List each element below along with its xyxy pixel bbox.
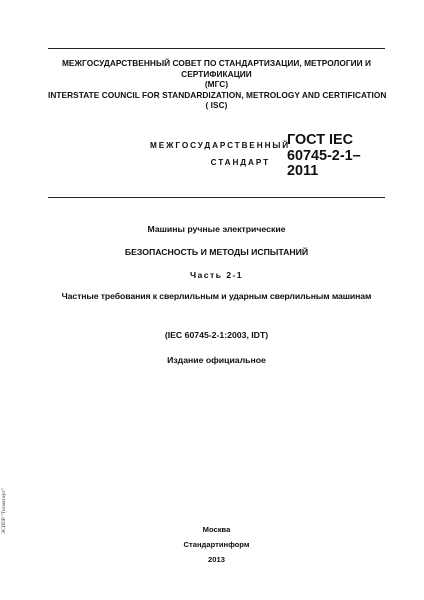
standard-number-line: 2011 [287,163,319,179]
council-line: СЕРТИФИКАЦИИ [181,68,252,79]
part-title: Часть 2-1 [190,270,243,280]
standard-number-line: 60745-2-1– [287,147,361,164]
designation-line: СТАНДАРТ [210,158,270,167]
standard-number-line: ГОСТ IEC [287,132,353,148]
council-header [48,58,385,111]
imprint-city: Москва [202,525,231,534]
middle-rule [48,197,385,198]
requirements-title: Частные требования к сверлильным и ударным сверлильным машинам [61,291,372,301]
council-line: INTERSTATE COUNCIL FOR STANDARDIZATION, METROLOGY AND CERTIFICATION [48,89,387,100]
designation-line: МЕЖГОСУДАРСТВЕННЫЙ [150,141,291,150]
standard-designation [150,137,291,171]
edition-label: Издание официальное [167,355,266,365]
council-line: ( ISC) [205,100,228,111]
imprint [48,522,385,567]
iec-reference: (IEC 60745-2-1:2003, IDT) [164,330,269,340]
product-title: Машины ручные электрические [147,224,286,234]
side-watermark: ЭСИПР "Техэксперт" [2,488,7,534]
top-rule [48,48,385,49]
main-title: БЕЗОПАСНОСТЬ И МЕТОДЫ ИСПЫТАНИЙ [124,247,309,257]
council-line: (МГС) [204,79,229,90]
imprint-year: 2013 [208,555,225,564]
council-line: МЕЖГОСУДАРСТВЕННЫЙ СОВЕТ ПО СТАНДАРТИЗАЦИИ, МЕТРОЛОГИИ И [61,58,372,68]
standard-number [287,133,361,180]
imprint-publisher: Стандартинформ [183,540,250,549]
